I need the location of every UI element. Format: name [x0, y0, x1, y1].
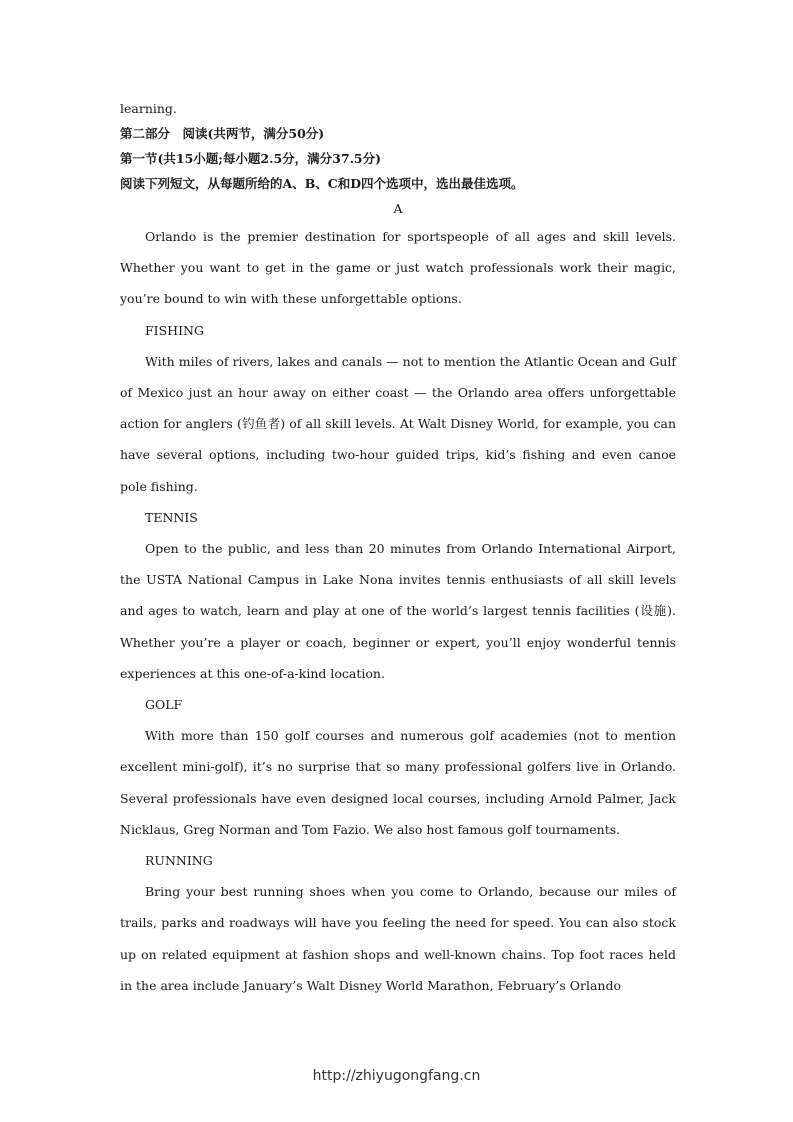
footer-url: http://zhiyugongfang.cn: [312, 1068, 481, 1084]
section-heading-tennis: TENNIS: [145, 509, 198, 525]
instruction: 阅读下列短文，从每题所给的A、B、C和D四个选项中，选出最佳选项。: [120, 176, 524, 191]
section-heading-golf: GOLF: [145, 697, 183, 713]
section-heading-running: RUNNING: [145, 853, 213, 869]
document-page: [120, 96, 676, 1001]
section-body-golf: With more than 150 golf courses and numerous golf academies (not to mention excellent mini-golf), it’s no surprise that so many professional golfers live in Orlando. Several professionals have even designed local courses, including Arnold Palmer, Jack Nicklaus, Greg Norman and Tom Fazio. We also host famous golf tournaments.: [120, 728, 676, 837]
part-title: 第二部分 阅读(共两节，满分50分): [120, 126, 325, 141]
section-heading-fishing: FISHING: [145, 322, 204, 338]
passage-intro: Orlando is the premier destination for sportspeople of all ages and skill levels. Whether you want to get in the game or just watch professionals work their magic, you’re bound to win with these unforgettable options.: [120, 229, 676, 307]
previous-text-end: learning.: [120, 101, 177, 116]
section-body-fishing: With miles of rivers, lakes and canals — not to mention the Atlantic Ocean and Gulf of Mexico just an hour away on either coast — the Orlando area offers unforgettable action for anglers (钓鱼者) of all skill levels. At Walt Disney World, for example, you can have several options, including two-hour guided trips, kid’s fishing and even canoe pole fishing.: [120, 353, 676, 494]
passage-label: A: [393, 201, 403, 216]
section-body-tennis: Open to the public, and less than 20 minutes from Orlando International Airport, the USTA National Campus in Lake Nona invites tennis enthusiasts of all skill levels and ages to watch, learn and play at one of the world’s largest tennis facilities (设施). Whether you’re a player or coach, beginner or expert, you’ll enjoy wonderful tennis experiences at this one-of-a-kind location.: [120, 541, 676, 681]
section-body-running: Bring your best running shoes when you come to Orlando, because our miles of trails, parks and roadways will have you feeling the need for speed. You can also stock up on related equipment at fashion shops and well-known chains. Top foot races held in the area include January’s Walt Disney World Marathon, February’s Orlando: [120, 884, 676, 993]
section-title: 第一节(共15小题;每小题2.5分，满分37.5分): [120, 151, 382, 166]
